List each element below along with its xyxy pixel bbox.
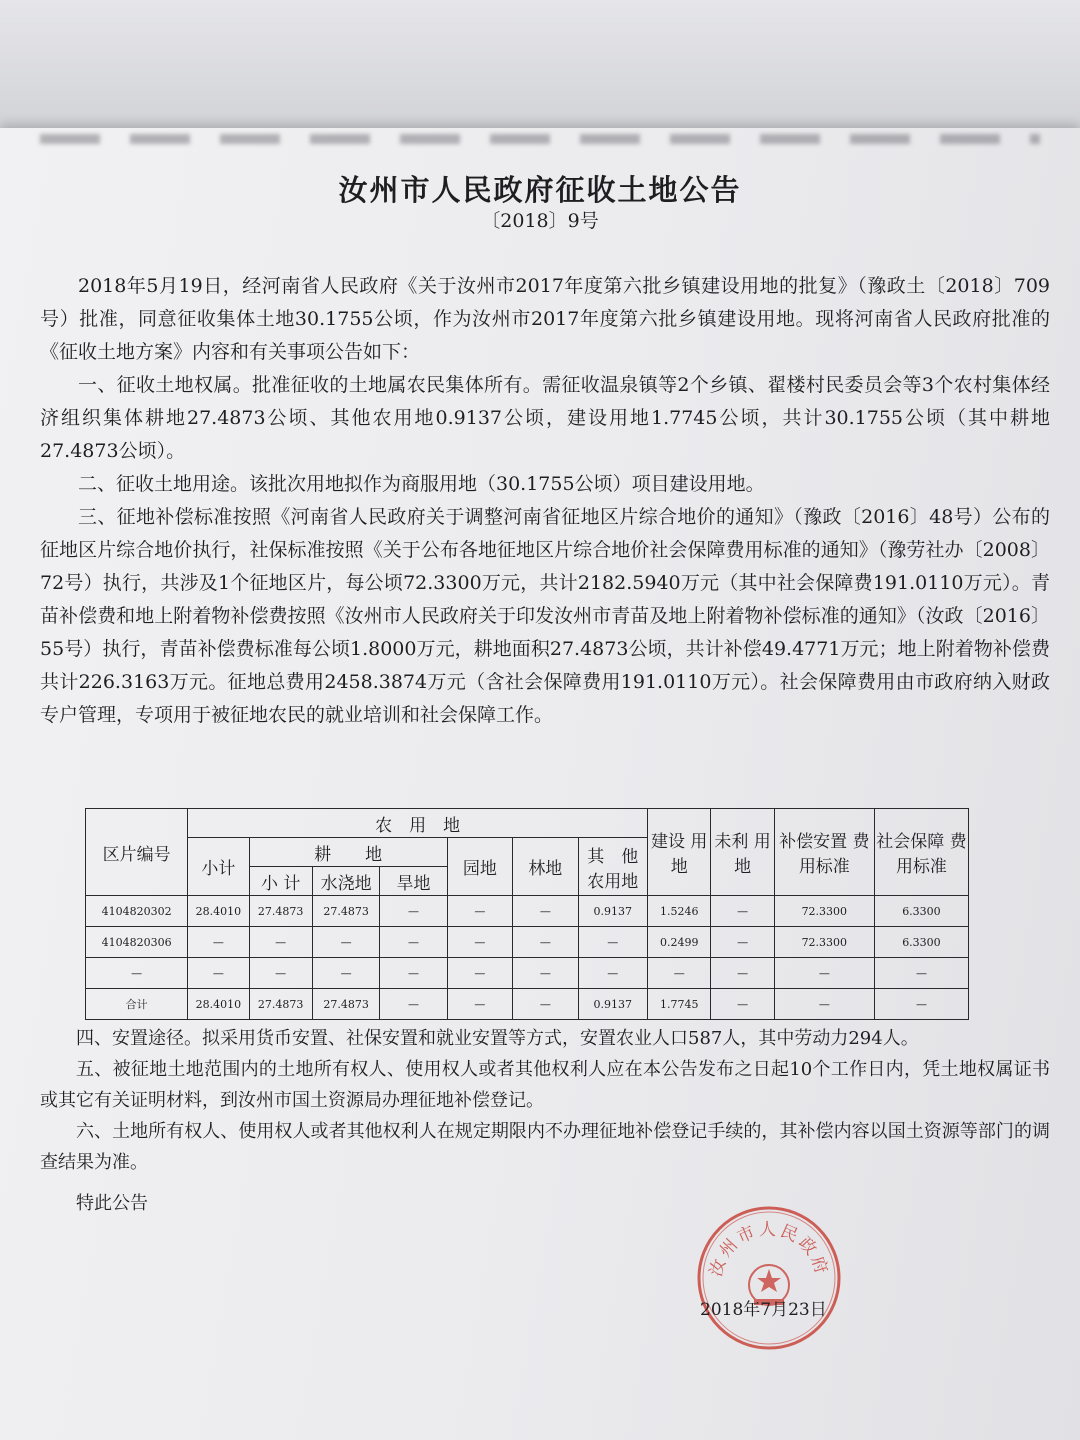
table-cell: 27.4873	[249, 989, 312, 1020]
header-social: 社会保障 费用标准	[874, 809, 968, 896]
table-row	[86, 927, 969, 958]
table-cell: —	[874, 958, 968, 989]
table-cell: —	[711, 989, 774, 1020]
section-land-use: 二、征收土地用途。该批次用地拟作为商服用地（30.1755公顷）项目建设用地。	[78, 473, 765, 495]
table-cell: —	[578, 958, 648, 989]
table-cell: 6.3300	[874, 896, 968, 927]
header-garden: 园地	[447, 838, 512, 896]
table-cell: —	[774, 958, 874, 989]
table-cell: —	[774, 989, 874, 1020]
table-cell: —	[711, 958, 774, 989]
notice-tail	[40, 1023, 1050, 1219]
table-cell: —	[874, 989, 968, 1020]
table-cell: —	[188, 927, 249, 958]
table-cell: —	[513, 896, 578, 927]
table-cell: —	[447, 927, 512, 958]
table-cell: —	[188, 958, 249, 989]
table-cell: —	[648, 958, 711, 989]
section-default: 六、土地所有权人、使用权人或者其他权利人在规定期限内不办理征地补偿登记手续的，其补偿内容以国土资源等部门的调查结果为准。	[40, 1121, 1050, 1173]
table-cell: —	[711, 927, 774, 958]
header-other-farm: 其 他 农用地	[578, 838, 648, 896]
table-cell: —	[86, 958, 188, 989]
section-compensation: 三、征地补偿标准按照《河南省人民政府关于调整河南省征地区片综合地价的通知》（豫政〔2016〕48号）公布的征地区片综合地价执行，社保标准按照《关于公布各地征地区片综合地价社会保障费用标准的通知》（豫劳社办〔2008〕72号）执行，共涉及1个征地区片，每公顷72.3300万元，共计2182.5940万元（其中社会保障费191.0110万元）。青苗补偿费和地上附着物补偿费按照《汝州市人民政府关于印发汝州市青苗及地上附着物补偿标准的通知》（汝政〔2016〕55号）执行，青苗补偿费标准每公顷1.8000万元，耕地面积27.4873公顷，共计补偿49.4771万元；地上附着物补偿费共计226.3163万元。征地总费用2458.3874万元（含社会保障费用191.0110万元）。社会保障费用由市政府纳入财政专户管理，专项用于被征地农民的就业培训和社会保障工作。	[40, 506, 1050, 726]
table-cell: 6.3300	[874, 927, 968, 958]
table-cell: —	[447, 958, 512, 989]
table-cell: —	[380, 896, 447, 927]
table-cell: 27.4873	[312, 989, 379, 1020]
table-cell: 0.9137	[578, 896, 648, 927]
table-cell: —	[513, 927, 578, 958]
header-resettlement: 补偿安置 费用标准	[774, 809, 874, 896]
table-cell: 27.4873	[312, 896, 379, 927]
header-subtotal: 小计	[188, 838, 249, 896]
table-row	[86, 958, 969, 989]
header-unused: 未利 用地	[711, 809, 774, 896]
table-cell: 28.4010	[188, 896, 249, 927]
table-cell: 0.2499	[648, 927, 711, 958]
table-cell: 4104820306	[86, 927, 188, 958]
table-cell: —	[380, 927, 447, 958]
table-cell: 4104820302	[86, 896, 188, 927]
table-cell: 72.3300	[774, 896, 874, 927]
table-cell: 28.4010	[188, 989, 249, 1020]
section-resettlement: 四、安置途径。拟采用货币安置、社保安置和就业安置等方式，安置农业人口587人，其中劳动力294人。	[76, 1028, 919, 1049]
notice-body	[40, 270, 1050, 732]
table-cell: 1.5246	[648, 896, 711, 927]
section-registration: 五、被征地土地范围内的土地所有权人、使用权人或者其他权利人应在本公告发布之日起10个工作日内，凭土地权属证书或其它有关证明材料，到汝州市国土资源局办理征地补偿登记。	[40, 1059, 1050, 1111]
section-land-ownership: 一、征收土地权属。批准征收的土地属农民集体所有。需征收温泉镇等2个乡镇、翟楼村民委员会等3个农村集体经济组织集体耕地27.4873公顷、其他农用地0.9137公顷，建设用地1.7745公顷，共计30.1755公顷（其中耕地27.4873公顷）。	[40, 374, 1050, 462]
header-construction: 建设 用地	[648, 809, 711, 896]
bleed-through-text	[40, 134, 1040, 144]
table-cell: —	[249, 958, 312, 989]
closing-line: 特此公告	[76, 1193, 148, 1214]
government-seal	[694, 1203, 844, 1353]
notice-paper	[0, 128, 1080, 1440]
table-cell: 72.3300	[774, 927, 874, 958]
table-row	[86, 989, 969, 1020]
table-cell: —	[312, 958, 379, 989]
header-zone-id: 区片编号	[86, 809, 188, 896]
header-farmland: 农 用 地	[188, 809, 648, 838]
header-dry: 旱地	[380, 867, 447, 896]
table-rows	[86, 896, 969, 1020]
intro-paragraph: 2018年5月19日，经河南省人民政府《关于汝州市2017年度第六批乡镇建设用地的批复》（豫政土〔2018〕709号）批准，同意征收集体土地30.1755公顷，作为汝州市2017年度第六批乡镇建设用地。现将河南省人民政府批准的《征收土地方案》内容和有关事项公告如下：	[40, 275, 1050, 363]
header-irrigated: 水浇地	[312, 867, 379, 896]
table-cell: —	[312, 927, 379, 958]
table-cell: —	[513, 989, 578, 1020]
land-table	[85, 808, 969, 1020]
signing-date: 2018年7月23日	[700, 1300, 827, 1320]
table-cell: 合计	[86, 989, 188, 1020]
table-cell: —	[578, 927, 648, 958]
table-cell: 1.7745	[648, 989, 711, 1020]
document-number: 〔2018〕9号	[481, 210, 599, 232]
table-cell: —	[513, 958, 578, 989]
seal-text: 汝州市人民政府	[706, 1220, 832, 1280]
notice-title: 汝州市人民政府征收土地公告	[338, 173, 742, 207]
table-cell: —	[447, 989, 512, 1020]
table-cell: 0.9137	[578, 989, 648, 1020]
table-cell: 27.4873	[249, 896, 312, 927]
header-cultivated: 耕 地	[249, 838, 447, 867]
table-cell: —	[380, 958, 447, 989]
header-cult-subtotal: 小 计	[249, 867, 312, 896]
table-row	[86, 896, 969, 927]
table-cell: —	[249, 927, 312, 958]
table-cell: —	[447, 896, 512, 927]
table-cell: —	[380, 989, 447, 1020]
table-cell: —	[711, 896, 774, 927]
header-forest: 林地	[513, 838, 578, 896]
